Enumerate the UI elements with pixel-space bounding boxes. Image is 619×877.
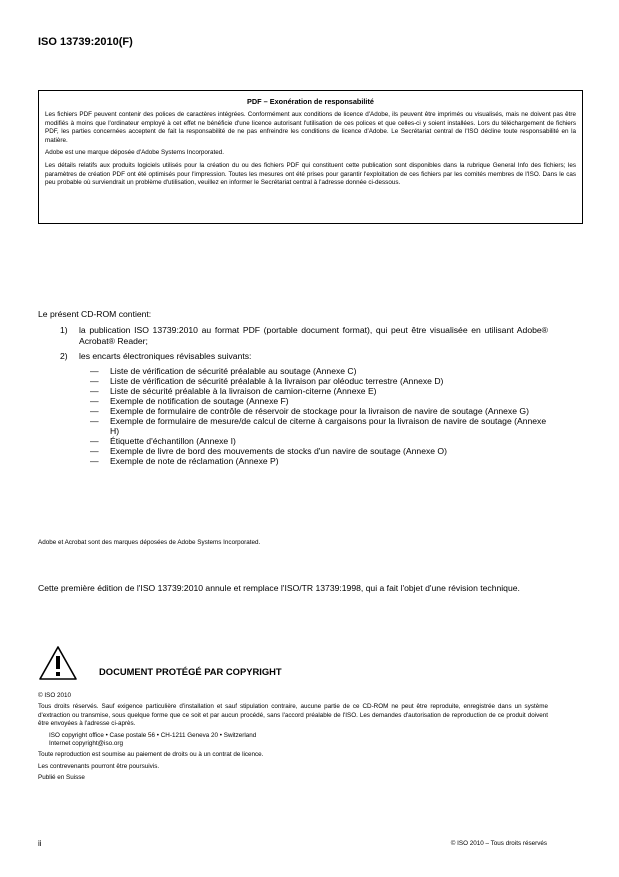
item-number: 2)	[60, 351, 68, 361]
dash-marker: —	[90, 386, 99, 396]
list-item: — Exemple de notification de soutage (Annexe F)	[90, 396, 289, 406]
disclaimer-paragraph: Les fichiers PDF peuvent contenir des polices de caractères intégrées. Conformément aux conditions de licence d'Adobe, ils peuvent être imprimés ou visualisés, mais ne doivent pas être modifiés à moins que l'ordinateur employé à cet effet ne bénéficie d'une licence autorisant l'utilisation de ces polices et que celles-ci y soient installées. Lors du téléchargement de fichiers PDF, les parties concernées acceptent de fait la responsabilité de ne pas enfreindre les conditions de licence d'Adobe. Le Secrétariat central de l'ISO décline toute responsabilité en la matière.	[45, 111, 576, 144]
adobe-trademark-note: Adobe et Acrobat sont des marques déposées de Adobe Systems Incorporated.	[38, 539, 261, 546]
pdf-disclaimer-box	[38, 90, 583, 224]
disclaimer-paragraph: Adobe est une marque déposée d'Adobe Systems Incorporated.	[45, 149, 225, 157]
copyright-published: Publié en Suisse	[38, 774, 85, 782]
dash-marker: —	[90, 396, 99, 406]
page-number: ii	[38, 839, 42, 848]
editable-inserts-list	[38, 366, 548, 466]
document-id: ISO 13739:2010(F)	[38, 36, 133, 48]
dash-marker: —	[90, 406, 99, 416]
list-item: — Étiquette d'échantillon (Annexe I)	[90, 436, 236, 446]
list-item: — Exemple de livre de bord des mouvements de stocks d'un navire de soutage (Annexe O)	[90, 446, 447, 456]
list-item: — Exemple de note de réclamation (Annexe P)	[90, 456, 279, 466]
list-item: — Exemple de formulaire de contrôle de réservoir de stockage pour la livraison de navire de soutage (Annexe G)	[90, 406, 529, 416]
copyright-notice	[38, 692, 548, 786]
list-item: — Liste de vérification de sécurité préalable à la livraison par oléoduc terrestre (Annexe D)	[90, 376, 444, 386]
contents-item-1	[38, 325, 548, 347]
dash-marker: —	[90, 416, 99, 426]
disclaimer-paragraph: Les détails relatifs aux produits logiciels utilisés pour la création du ou des fichiers PDF qui constituent cette publication sont disponibles dans la rubrique General Info des fichiers; les paramètres de création PDF ont été optimisés pour l'impression. Toutes les mesures ont été prises pour garantir l'exploitation de ces fichiers par les comités membres de l'ISO. Dans le cas peu probable où surviendrait un problème d'utilisation, veuillez en informer le Secrétariat central à l'adresse donnée ci-dessous.	[45, 161, 576, 187]
dash-marker: —	[90, 436, 99, 446]
copyright-heading: DOCUMENT PROTÉGÉ PAR COPYRIGHT	[99, 666, 282, 677]
copyright-payment: Toute reproduction est soumise au paiement de droits ou à un contrat de licence.	[38, 751, 264, 759]
list-item: — Liste de sécurité préalable à la livraison de camion-citerne (Annexe E)	[90, 386, 377, 396]
warning-triangle-icon	[38, 645, 78, 681]
footer-copyright: © ISO 2010 – Tous droits réservés	[450, 840, 547, 847]
dash-marker: —	[90, 376, 99, 386]
copyright-rights: Tous droits réservés. Sauf exigence particulière d'installation et sauf stipulation contraire, aucune partie de ce CD-ROM ne peut être reproduite, enregistrée dans un système d'extraction ou transmise, sous quelque forme que ce soit et par aucun procédé, sans l'accord préalable de l'ISO. Les demandes d'autorisation de reproduction de ce produit doivent être envoyées à l'adresse ci-après.	[38, 703, 548, 728]
contents-intro: Le présent CD-ROM contient:	[38, 309, 152, 319]
dash-marker: —	[90, 456, 99, 466]
copyright-office-address: ISO copyright office • Case postale 56 • CH-1211 Geneva 20 • Switzerland Internet copyright@iso.org	[49, 731, 257, 748]
edition-statement: Cette première édition de l'ISO 13739:2010 annule et remplace l'ISO/TR 13739:1998, qui a fait l'objet d'une révision technique.	[38, 583, 520, 593]
disclaimer-title: PDF – Exonération de responsabilité	[247, 97, 374, 106]
item-number: 1)	[60, 325, 68, 335]
item-text: la publication ISO 13739:2010 au format PDF (portable document format), qui peut être visualisée en utilisant Adobe® Acrobat® Reader;	[79, 325, 548, 346]
dash-marker: —	[90, 366, 99, 376]
list-item: — Exemple de formulaire de mesure/de calcul de citerne à cargaisons pour la livraison de navire de soutage (Annexe H)	[90, 416, 547, 436]
dash-marker: —	[90, 446, 99, 456]
item-text: les encarts électroniques révisables suivants:	[79, 351, 252, 361]
list-item: — Liste de vérification de sécurité préalable au soutage (Annexe C)	[90, 366, 357, 376]
copyright-year: © ISO 2010	[38, 692, 71, 699]
contents-item-2	[38, 351, 548, 362]
copyright-offenders: Les contrevenants pourront être poursuivis.	[38, 762, 160, 770]
contents-list	[38, 325, 548, 466]
